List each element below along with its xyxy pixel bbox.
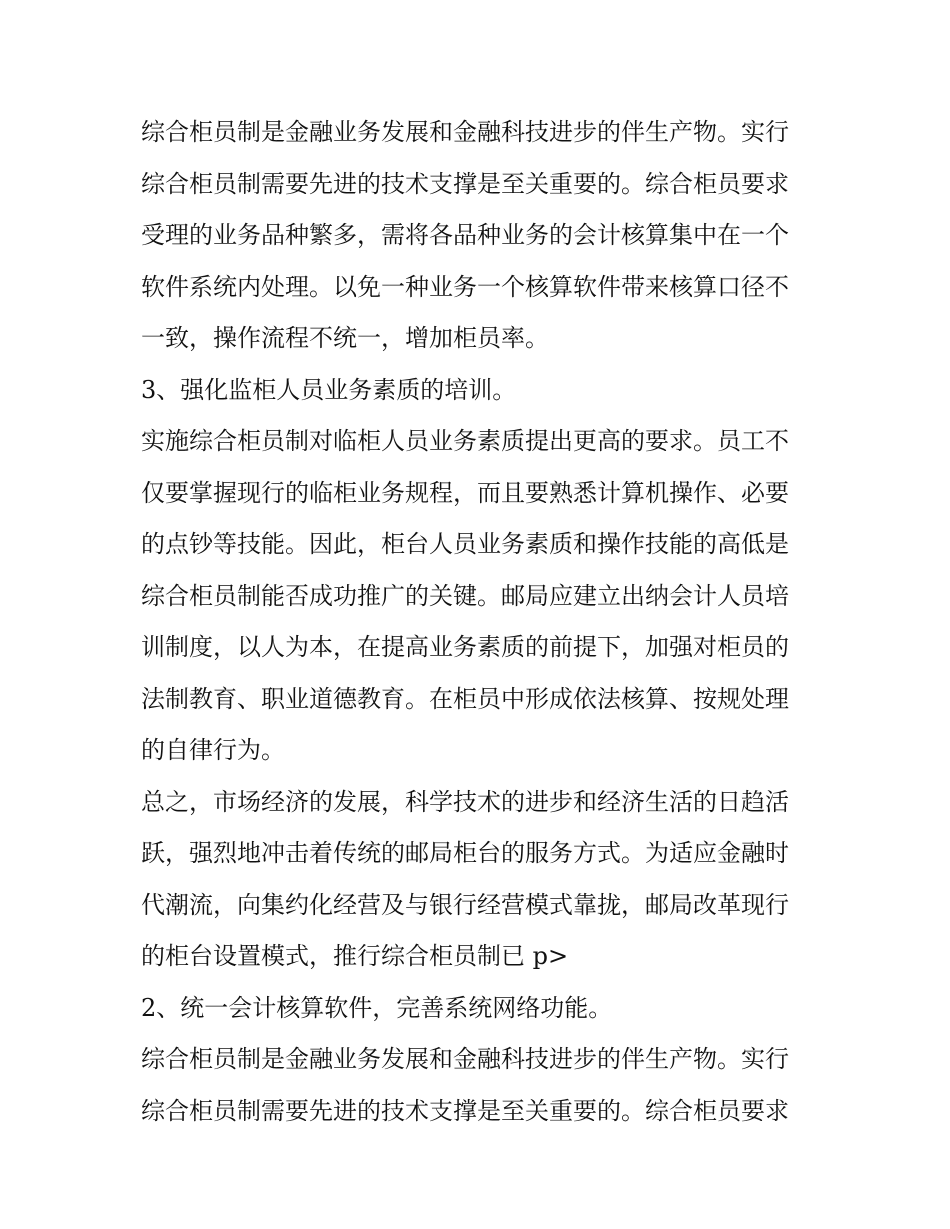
section-heading: 2、统一会计核算软件，完善系统网络功能。 <box>141 993 613 1022</box>
body-text-line: 的自律行为。 <box>141 736 285 764</box>
body-text-line: 跃，强烈地冲击着传统的邮局柜台的服务方式。为适应金融时 <box>141 839 789 867</box>
body-text-line: 综合柜员制是金融业务发展和金融科技进步的伴生产物。实行 <box>141 1045 789 1073</box>
body-text-line: 代潮流，向集约化经营及与银行经营模式靠拢，邮局改革现行 <box>141 890 789 919</box>
body-text-line: 训制度，以人为本，在提高业务素质的前提下，加强对柜员的 <box>141 633 789 661</box>
body-text-line: 总之，市场经济的发展，科学技术的进步和经济生活的日趋活 <box>141 787 789 816</box>
body-text-line: 法制教育、职业道德教育。在柜员中形成依法核算、按规处理 <box>141 684 789 713</box>
body-text-line: 综合柜员制是金融业务发展和金融科技进步的伴生产物。实行 <box>141 118 789 146</box>
body-text-line: 实施综合柜员制对临柜人员业务素质提出更高的要求。员工不 <box>141 427 789 455</box>
body-text-line: 综合柜员制需要先进的技术支撑是至关重要的。综合柜员要求 <box>141 1096 789 1125</box>
body-text-line: 综合柜员制需要先进的技术支撑是至关重要的。综合柜员要求 <box>141 169 789 198</box>
body-text-line: 仅要掌握现行的临柜业务规程，而且要熟悉计算机操作、必要 <box>141 478 789 507</box>
body-text-line: 一致，操作流程不统一，增加柜员率。 <box>141 324 549 352</box>
body-text-line: 受理的业务品种繁多，需将各品种业务的会计核算集中在一个 <box>141 221 789 249</box>
body-text-line: 的柜台设置模式，推行综合柜员制已 p> <box>141 942 569 970</box>
section-heading: 3、强化监柜人员业务素质的培训。 <box>141 375 517 404</box>
document-body <box>141 107 813 1137</box>
body-text-line: 软件系统内处理。以免一种业务一个核算软件带来核算口径不 <box>141 272 789 301</box>
body-text-line: 综合柜员制能否成功推广的关键。邮局应建立出纳会计人员培 <box>141 581 789 610</box>
body-text-line: 的点钞等技能。因此，柜台人员业务素质和操作技能的高低是 <box>141 530 789 558</box>
